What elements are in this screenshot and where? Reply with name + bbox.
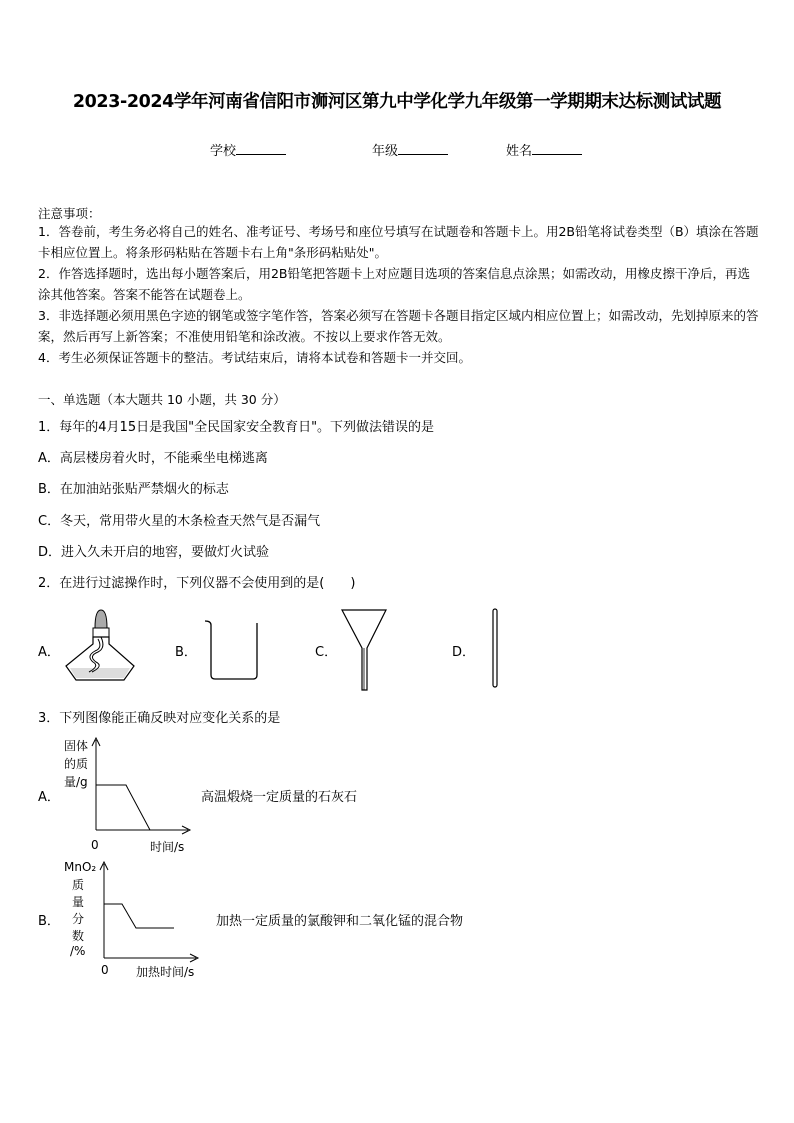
- q2-option-c[interactable]: C．: [315, 645, 338, 660]
- notice-item-2: 2．作答选择题时，选出每小题答案后，用2B铅笔把答题卡上对应题目选项的答案信息点涂黑；如需改动，用橡皮擦干净后，再选涂其他答案。答案不能答在试题卷上。: [38, 266, 750, 302]
- grade-blank[interactable]: [398, 142, 448, 155]
- graph-b-xlabel: 加热时间/s: [136, 965, 195, 979]
- graph-a-caption: 高温煅烧一定质量的石灰石: [201, 790, 358, 805]
- q1-option-b[interactable]: B．在加油站张贴严禁烟火的标志: [38, 482, 229, 497]
- name-field[interactable]: [506, 140, 582, 159]
- graph-a-ylabel-1: 固体: [64, 739, 89, 753]
- graph-b-ylabel-4: 分: [72, 912, 85, 926]
- graph-b-plot: [98, 862, 198, 962]
- q1-stem: 1．每年的4月15日是我国"全民国家安全教育日"。下列做法错误的是: [38, 420, 435, 435]
- graph-a-xlabel: 时间/s: [150, 840, 185, 854]
- notice-heading: 注意事项：: [38, 206, 101, 221]
- q1-option-c[interactable]: C．冬天，常用带火星的木条检查天然气是否漏气: [38, 514, 321, 529]
- school-label: 学校: [210, 144, 237, 159]
- q2-option-a[interactable]: A．: [38, 645, 60, 660]
- alcohol-lamp-icon: [62, 608, 140, 686]
- q3-option-b[interactable]: B．: [38, 914, 60, 929]
- grade-label: 年级: [372, 144, 399, 159]
- graph-a-plot: [90, 738, 190, 833]
- school-blank[interactable]: [236, 142, 286, 155]
- beaker-icon: [203, 619, 263, 681]
- section-heading: 一、单选题（本大题共 10 小题，共 30 分）: [38, 392, 286, 407]
- grade-field[interactable]: [372, 140, 448, 159]
- graph-b-ylabel-6: /%: [70, 944, 86, 958]
- graph-a-origin: 0: [91, 838, 99, 852]
- graph-a-line: [96, 785, 150, 830]
- name-label: 姓名: [506, 144, 533, 159]
- graph-a-ylabel-2: 的质: [64, 757, 89, 771]
- q3-option-a[interactable]: A．: [38, 790, 60, 805]
- notice-item-1: 1．答卷前，考生务必将自己的姓名、准考证号、考场号和座位号填写在试题卷和答题卡上。用2B铅笔将试卷类型（B）填涂在答题卡相应位置上。将条形码粘贴在答题卡右上角"条形码粘贴处"。: [38, 224, 759, 260]
- graph-b-caption: 加热一定质量的氯酸钾和二氧化锰的混合物: [216, 914, 464, 929]
- school-field[interactable]: [210, 140, 286, 159]
- notice-item-3: 3．非选择题必须用黑色字迹的钢笔或签字笔作答，答案必须写在答题卡各题目指定区域内相应位置上；如需改动，先划掉原来的答案，然后再写上新答案；不准使用铅笔和涂改液。不按以上要求作答无效。: [38, 308, 759, 344]
- q1-option-a[interactable]: A．高层楼房着火时，不能乘坐电梯逃离: [38, 451, 268, 466]
- q2-option-d[interactable]: D．: [452, 645, 476, 660]
- glass-rod-icon: [492, 608, 500, 690]
- q3-stem: 3．下列图像能正确反映对应变化关系的是: [38, 711, 281, 726]
- graph-b-ylabel-5: 数: [72, 929, 85, 943]
- graph-a-ylabel-3: 量/g: [64, 775, 88, 789]
- q1-option-d[interactable]: D．进入久未开启的地窖，要做灯火试验: [38, 545, 270, 560]
- page-title: 2023-2024学年河南省信阳市浉河区第九中学化学九年级第一学期期末达标测试试题: [72, 92, 722, 112]
- graph-b-ylabel-1: MnO₂: [64, 860, 97, 874]
- graph-b-ylabel-3: 量: [72, 895, 85, 909]
- q2-option-b[interactable]: B．: [175, 645, 197, 660]
- graph-b-origin: 0: [101, 963, 109, 977]
- notice-item-4: 4．考生必须保证答题卡的整洁。考试结束后，请将本试卷和答题卡一并交回。: [38, 350, 471, 365]
- graph-b-ylabel-2: 质: [72, 878, 85, 892]
- funnel-icon: [340, 608, 390, 692]
- graph-b-line: [104, 904, 174, 928]
- name-blank[interactable]: [532, 142, 582, 155]
- q2-stem: 2．在进行过滤操作时，下列仪器不会使用到的是( ): [38, 576, 356, 591]
